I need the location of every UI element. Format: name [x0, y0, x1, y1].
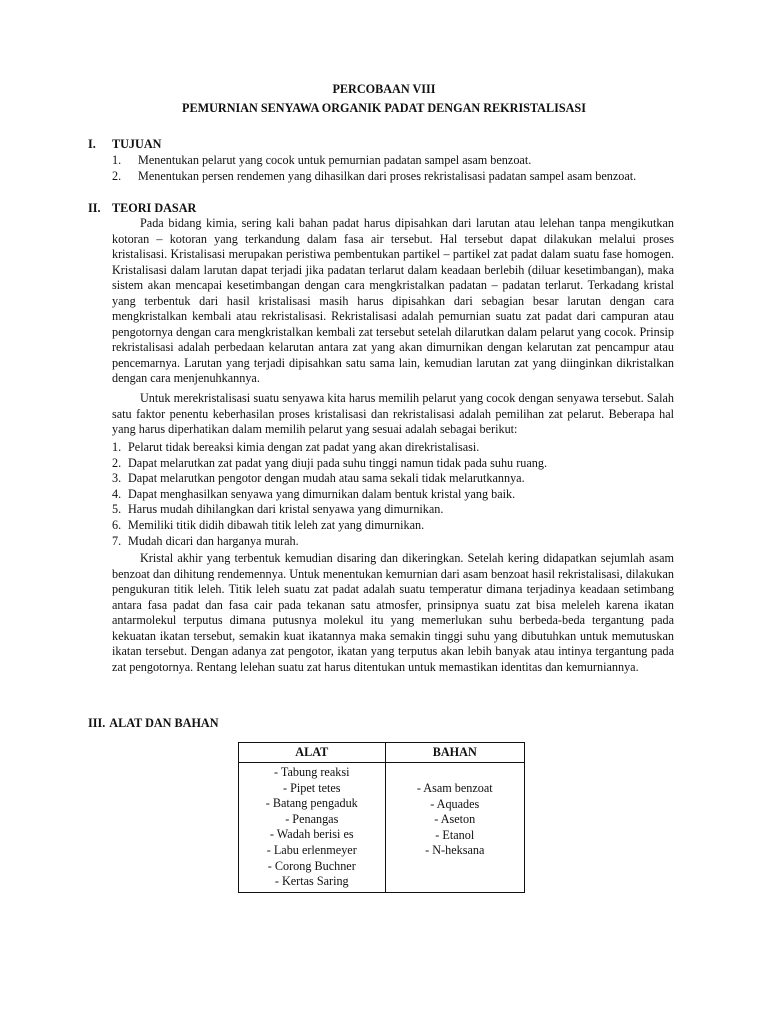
item-number: 2.	[112, 455, 122, 470]
item-number: 4.	[112, 486, 122, 501]
item-number: 7.	[112, 533, 122, 548]
item-number: 1.	[112, 440, 122, 454]
list-item	[112, 518, 672, 534]
alat-item: - Labu erlenmeyer	[266, 842, 357, 857]
list-item	[112, 153, 672, 169]
item-number: 1.	[112, 153, 122, 167]
alat-item: - Tabung reaksi	[274, 765, 350, 779]
item-text: Dapat melarutkan zat padat yang diuji pada suhu tinggi namun tidak pada suhu ruang.	[128, 455, 547, 470]
section-title: TEORI DASAR	[112, 201, 197, 215]
document-subtitle: PEMURNIAN SENYAWA ORGANIK PADAT DENGAN REKRISTALISASI	[182, 101, 586, 115]
alat-bahan-table	[238, 742, 525, 893]
section-number: III.	[88, 716, 106, 730]
bahan-cell	[385, 763, 524, 893]
table-header-row	[239, 743, 525, 763]
list-item	[112, 487, 672, 503]
item-text: Dapat melarutkan pengotor dengan mudah atau sama sekali tidak melarutkannya.	[128, 471, 525, 486]
bahan-item: - Etanol	[435, 827, 475, 842]
section-heading-tujuan	[88, 137, 161, 153]
section-title: ALAT DAN BAHAN	[109, 716, 219, 730]
alat-item: - Wadah berisi es	[269, 827, 354, 842]
bahan-item: - Asam benzoat	[416, 781, 493, 795]
item-text: Dapat menghasilkan senyawa yang dimurnikan dalam bentuk kristal yang baik.	[128, 486, 516, 501]
item-text: Memiliki titik didih dibawah titik leleh zat yang dimurnikan.	[128, 517, 425, 532]
bahan-item: - N-heksana	[425, 843, 485, 858]
item-number: 5.	[112, 502, 122, 517]
item-text: Mudah dicari dan harganya murah.	[128, 533, 299, 548]
section-heading-alat	[88, 716, 219, 732]
teori-paragraph-1: Pada bidang kimia, sering kali bahan padat harus dipisahkan dari larutan atau lelehan tanpa mengikutkan kotoran – kotoran yang terkandung dalam fasa air tersebut. Hal tersebut dapat dilakukan melalui proses kristalisasi. Kristalisasi merupakan peristiwa pembentukan partikel – partikel zat padat dalam suatu fase homogen. Kristalisasi dalam larutan dapat terjadi jika padatan terlarut dalam keadaan berlebih (diluar kesetimbangan), maka sistem akan mencapai kesetimbangan dengan cara mengkristalkan padatan – padatan terlarut. Terkadang kristal yang terbentuk dari hasil kristalisasi masih harus dipisahkan dari sebagian besar larutan dengan cara mengkristalkan kembali atau rekristalisasi. Rekristalisasi adalah pemurnian suatu zat padat dari campuran atau pengotornya dengan cara mengkristalkan kembali zat tersebut setelah dilarutkan dalam pelarut yang cocok. Prinsip rekristalisasi adalah perbedaan kelarutan antara zat yang akan dimurnikan dengan kelarutan zat pencampur atau pencemarnya. Larutan yang terjadi dipisahkan satu sama lain, kemudian larutan zat yang diinginkan dikristalkan dengan cara menjenuhkannya.	[112, 216, 674, 386]
list-item	[112, 502, 672, 518]
alat-item: - Corong Buchner	[267, 858, 356, 873]
item-text: Pelarut tidak bereaksi kimia dengan zat padat yang akan direkristalisasi.	[128, 440, 480, 454]
item-text: Menentukan persen rendemen yang dihasilkan dari proses rekristalisasi padatan sampel asam benzoat.	[138, 168, 637, 183]
tujuan-list	[112, 153, 672, 184]
alat-item: - Kertas Saring	[274, 874, 349, 889]
list-item	[112, 534, 672, 550]
section-title: TUJUAN	[112, 137, 162, 151]
alat-item: - Penangas	[285, 811, 339, 826]
list-item	[112, 471, 672, 487]
item-number: 3.	[112, 471, 122, 486]
item-number: 6.	[112, 517, 122, 532]
alat-cell	[239, 763, 386, 893]
item-text: Menentukan pelarut yang cocok untuk pemurnian padatan sampel asam benzoat.	[138, 153, 532, 167]
table-header-alat: ALAT	[239, 743, 386, 763]
table-row	[239, 763, 525, 893]
alat-item: - Pipet tetes	[282, 780, 341, 795]
item-number: 2.	[112, 168, 122, 183]
section-number: I.	[88, 137, 96, 151]
section-number: II.	[88, 201, 101, 215]
list-item	[112, 440, 672, 456]
teori-paragraph-3: Kristal akhir yang terbentuk kemudian disaring dan dikeringkan. Setelah kering didapatkan sejumlah asam benzoat dan dihitung rendemennya. Untuk menentukan kemurnian dari asam benzoat hasil rekristalisasi, dilakukan pengukuran titik leleh. Titik leleh suatu zat padat adalah suatu temperatur dimana terjadinya keadaan setimbang antara fasa padat dan fasa cair pada tekanan satu atmosfer, prinsipnya suatu zat bisa meleleh karena ikatan antarmolekul terputus dimana putusnya molekul itu yang memerlukan suhu berbeda-beda tergantung pada kekuatan ikatan tersebut, semakin kuat ikatannya maka semakin tinggi suhu yang dibutuhkan untuk memutuskan ikatan tersebut. Dengan adanya zat pengotor, ikatan yang terputus akan lebih banyak atau intinya tergantung pada zat pengotornya. Rentang lelehan suatu zat harus ditentukan untuk memastikan identitas dan kemurniannya.	[112, 551, 674, 674]
section-heading-teori	[88, 201, 196, 217]
bahan-item: - Aquades	[430, 796, 480, 811]
bahan-item: - Aseton	[434, 812, 476, 827]
list-item	[112, 456, 672, 472]
alat-item: - Batang pengaduk	[265, 796, 358, 811]
document-title: PERCOBAAN VIII	[332, 82, 436, 96]
teori-paragraph-2: Untuk merekristalisasi suatu senyawa kita harus memilih pelarut yang cocok dengan senyawa tersebut. Salah satu faktor penentu keberhasilan proses kristalisasi dan rekristalisasi adalah pemilihan zat pelarut. Beberapa hal yang harus diperhatikan dalam memilih pelarut yang sesuai adalah sebagai berikut:	[112, 391, 674, 437]
criteria-list	[112, 440, 672, 549]
table-header-bahan: BAHAN	[385, 743, 524, 763]
list-item	[112, 169, 672, 185]
item-text: Harus mudah dihilangkan dari kristal senyawa yang dimurnikan.	[128, 502, 444, 517]
